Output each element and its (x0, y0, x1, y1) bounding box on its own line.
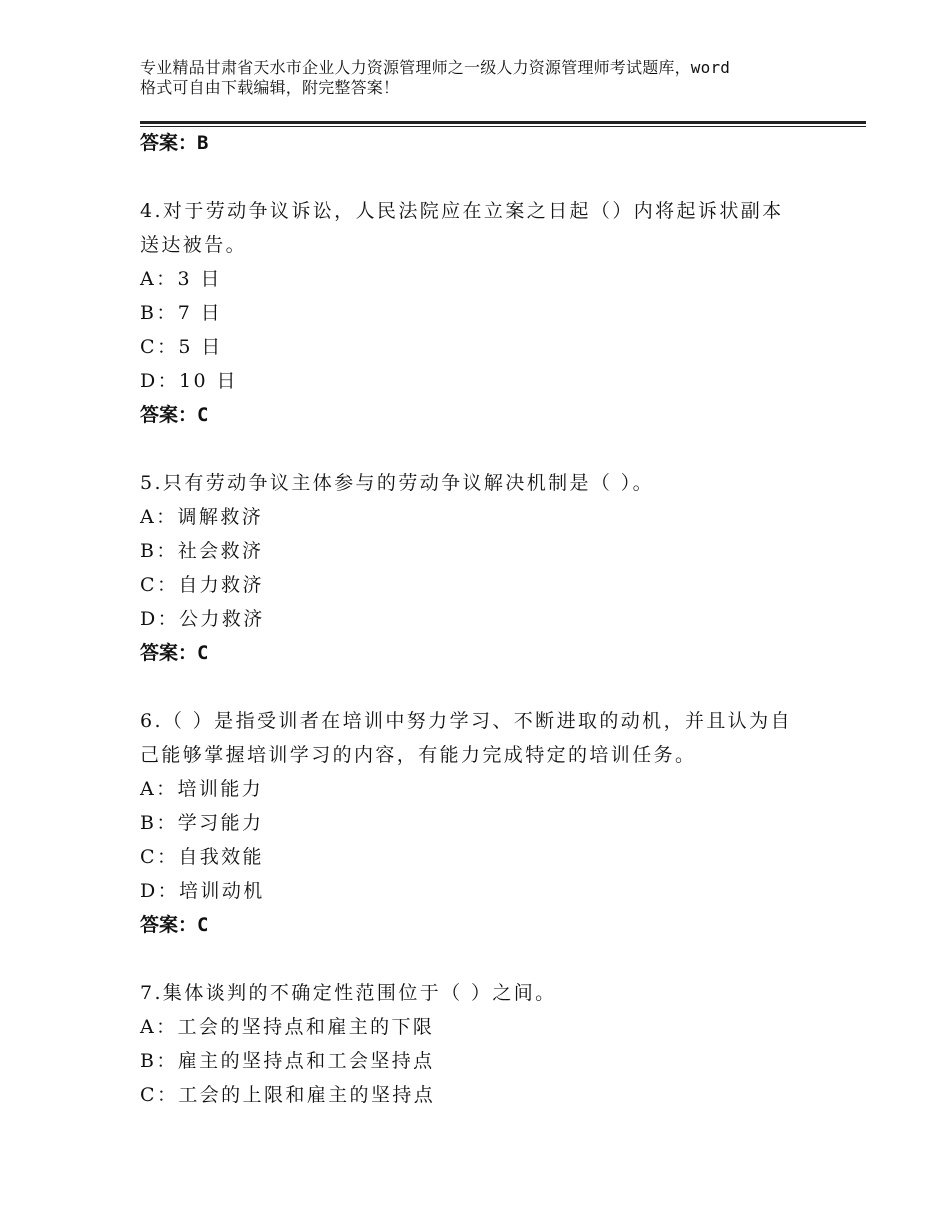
question-5-option-b: B：社会救济 (140, 540, 264, 562)
question-5-option-c: C：自力救济 (140, 574, 264, 596)
question-5-option-d: D：公力救济 (140, 608, 265, 630)
question-6-option-c: C：自我效能 (140, 846, 264, 868)
question-4-text-line-2: 送达被告。 (140, 234, 248, 256)
question-6-option-b: B：学习能力 (140, 812, 264, 834)
question-6-text-line-2: 己能够掌握培训学习的内容，有能力完成特定的培训任务。 (140, 744, 697, 766)
answer-previous-question: 答案：B (140, 132, 209, 154)
question-5 (140, 466, 820, 670)
question-6 (140, 704, 820, 942)
question-5-option-a: A：调解救济 (140, 506, 264, 528)
question-4-text (140, 194, 810, 262)
question-7-text (140, 976, 810, 1010)
question-4-answer: 答案：C (140, 404, 209, 426)
question-4-text-line-1: 4.对于劳动争议诉讼，人民法院应在立案之日起（）内将起诉状副本 (140, 200, 784, 222)
question-7-option-c: C：工会的上限和雇主的坚持点 (140, 1084, 436, 1106)
header-title-line-2: 格式可自由下载编辑，附完整答案！ (140, 78, 400, 97)
question-4-option-b: B：7 日 (140, 302, 223, 324)
header-title-line-1: 专业精品甘肃省天水市企业人力资源管理师之一级人力资源管理师考试题库，word (140, 58, 731, 77)
question-4-option-a: A：3 日 (140, 268, 222, 290)
question-6-option-a: A：培训能力 (140, 778, 264, 800)
question-7 (140, 976, 820, 1112)
question-4 (140, 194, 820, 432)
question-5-text (140, 466, 810, 500)
document-header (140, 58, 830, 98)
question-6-text-line-1: 6.（ ）是指受训者在培训中努力学习、不断进取的动机，并且认为自 (140, 710, 792, 732)
question-6-answer: 答案：C (140, 914, 209, 936)
question-7-option-b: B：雇主的坚持点和工会坚持点 (140, 1050, 435, 1072)
header-divider-thick (140, 121, 866, 124)
question-5-answer: 答案：C (140, 642, 209, 664)
question-4-option-c: C：5 日 (140, 336, 223, 358)
question-5-text-line-1: 5.只有劳动争议主体参与的劳动争议解决机制是（ ）。 (140, 472, 655, 494)
question-7-text-line-1: 7.集体谈判的不确定性范围位于（ ）之间。 (140, 982, 557, 1004)
question-list (140, 126, 820, 1112)
question-6-option-d: D：培训动机 (140, 880, 265, 902)
question-4-option-d: D：10 日 (140, 370, 238, 392)
question-7-option-a: A：工会的坚持点和雇主的下限 (140, 1016, 435, 1038)
question-6-text (140, 704, 810, 772)
